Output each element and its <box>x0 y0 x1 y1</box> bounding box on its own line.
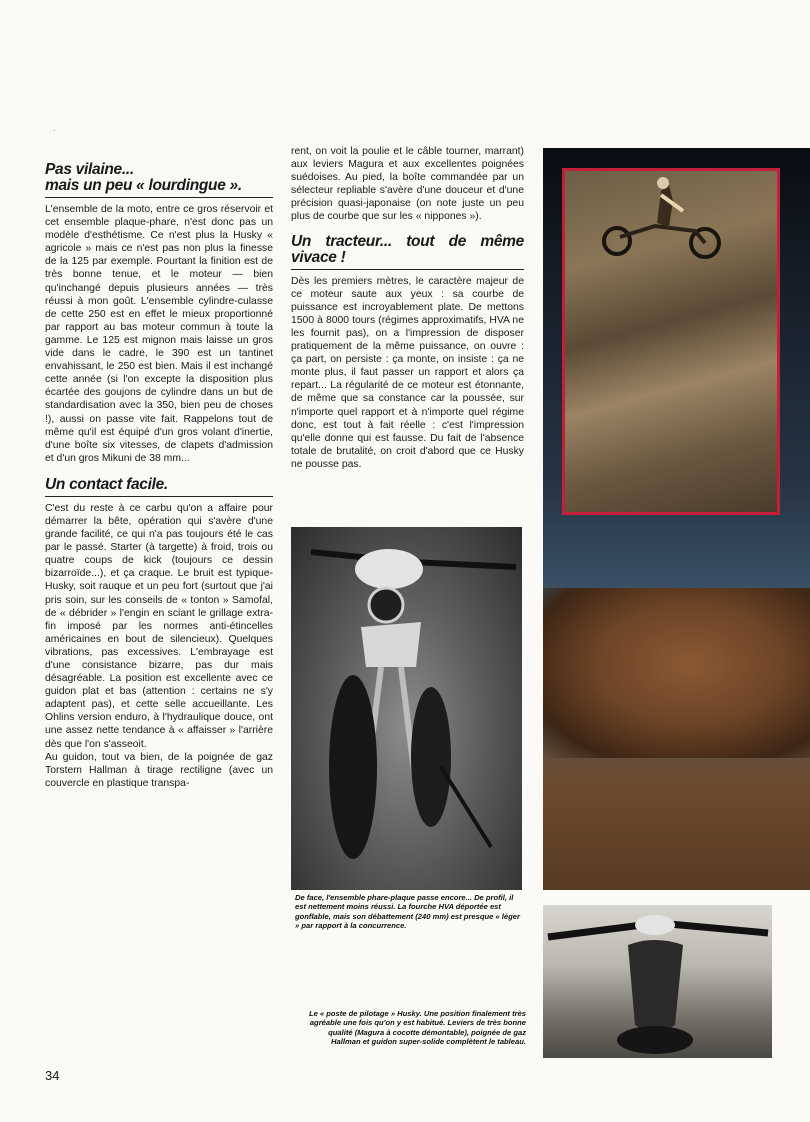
paragraph: rent, on voit la poulie et le câble tourner, marrant) aux leviers Magura et aux excellentes poignées suédoises. Au pied, la boîte commandée par un sélecteur repliable s'avère d'une douceur et d'une précision quasi-japonaise (on note juste un peu plus de courbe que sur les « nippones »). <box>291 146 524 223</box>
photo-inset-rider <box>562 168 780 515</box>
heading-pas-vilaine <box>45 162 273 198</box>
cockpit-illustration <box>543 905 772 1058</box>
photo-bike-front <box>291 527 522 890</box>
page-number: 34 <box>45 1068 60 1083</box>
paragraph: C'est du reste à ce carbu qu'on a affaire pour démarrer la bête, opération qui s'avère d'une grande facilité, ce qui n'a pas toujours été le cas par le passé. Starter (à targette) à froid, trois ou quatre coups de kick (toujours ce dessin bizarroïde...), et ça craque. Le bruit est typique-Husky, soit rauque et un peu fort (surtout que j'ai pris soin, sur les conseils de « tonton » Samofal, de « débrider » l'engin en sciant le grillage extra-fin imposé par les normes anti-étincelles américaines en bout de silencieux). Quelques vibrations, pas excessives. L'embrayage est d'une consistance bizarre, pas dur mais désagréable. La position est excellente avec ce guidon plat et bas (attention : certains ne s'y adaptent pas), et cette selle accueillante. Les Ohlins version enduro, à l'hydraulique douce, ont une assez nette tendance à « affaisser » l'arrière dès que l'on s'asseoit. <box>45 502 273 750</box>
photo-rock-beach <box>543 148 810 890</box>
stray-mark: · <box>53 126 56 135</box>
heading-line-1: Pas vilaine... <box>45 161 134 178</box>
paragraph: Au guidon, tout va bien, de la poignée de gaz Torstem Hallman à tirage rectiligne (avec un couvercle en plastique transpa- <box>45 751 273 789</box>
rider-silhouette <box>565 171 777 512</box>
paragraph: Dès les premiers mètres, le caractère majeur de ce moteur saute aux yeux : sa courbe de puissance est incroyablement plate. De mettons 1500 à 8000 tours (régimes approximatifs, HVA ne les fournit pas), on a l'impression de disposer pratiquement de la même puissance, on ouvre : ça part, on persiste : ça monte, on insiste : ça ne monte plus, il faut passer un rapport et alors ça repart... La régularité de ce moteur est étonnante, de même que sa constance car la poussée, sur n'importe quel rapport et à n'importe quel régime donc, est tout à fait réelle : c'est l'impression qu'elle donne qui est fausse. Du fait de l'absence totale de brutalité, on croit d'abord que ce Husky ne pousse pas. <box>291 275 524 470</box>
paragraph: L'ensemble de la moto, entre ce gros réservoir et cet ensemble plaque-phare, n'est donc pas un modèle d'esthétisme. Ce n'est plus la Husky « agricole » mais ce n'est pas non plus la finesse de la 125 par exemple. Pourtant la finition est de très bonne tenue, et le moteur — bien qu'inchangé depuis plusieurs années — très réussi à mon goût. L'ensemble cylindre-culasse de cette 250 est en effet le mieux proportionné par rapport au bas moteur commun à toute la gamme. Le 125 est mignon mais laisse un gros vide dans le cadre, le 390 est un tantinet envahissant, le 250 est bien. Mais il est inchangé cette année (si l'on excepte la disposition plus écartée des goujons de cylindre dans un but de standardisation avec la 350, bien peu de choses !), aussi on passe vite fait. Rappelons tout de même qu'il est équipé d'un gros volant d'inertie, d'une boîte six vitesses, de clapets d'admission et d'un gros Mikuni de 38 mm... <box>45 204 273 464</box>
caption-cockpit: Le « poste de pilotage » Husky. Une position finalement très agréable une fois qu'on y est habitué. Leviers de très bonne qualité (Magura à cocotte démontable), poignée de gaz Hallman et guidon super-solide complètent le tableau. <box>308 1009 526 1047</box>
bike-front-illustration <box>291 527 522 890</box>
column-left <box>45 162 273 790</box>
column-middle <box>291 145 524 471</box>
caption-front: De face, l'ensemble phare-plaque passe encore... De profil, il est nettement moins réussi. La fourche HVA déportée est gonflable, mais son débattement (240 mm) est presque « léger » par rapport à la concurrence. <box>295 893 520 931</box>
heading-tracteur: Un tracteur... tout de même vivace ! <box>291 234 524 270</box>
rock-shape <box>543 588 810 758</box>
heading-line-2: mais un peu « lourdingue ». <box>45 177 242 194</box>
heading-contact-facile: Un contact facile. <box>45 477 273 497</box>
photo-cockpit <box>543 905 772 1058</box>
